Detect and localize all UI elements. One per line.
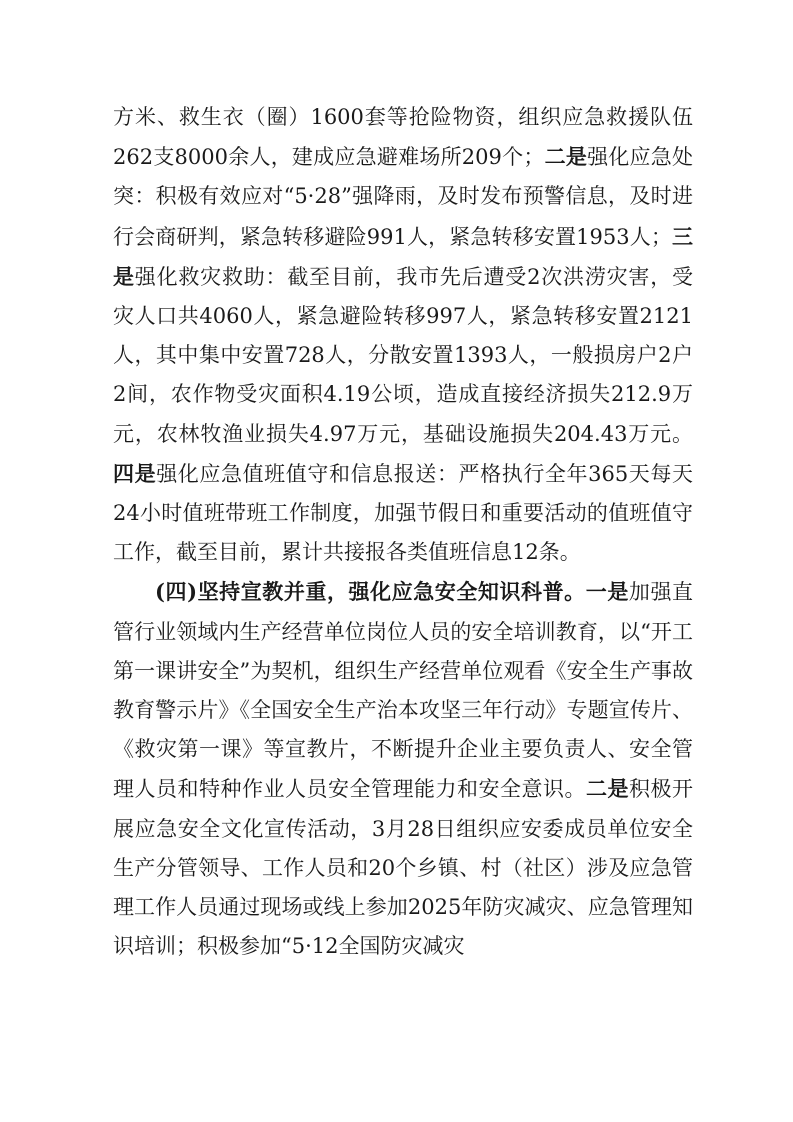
bold-marker-second: 二是 bbox=[544, 144, 588, 170]
text-segment: 强化救灾救助：截至目前，我市先后遭受2次洪涝灾害，受灾人口共4060人，紧急避险转移997人，紧急转移安置2121人，其中集中安置728人，分散安置1393人，一般损房户2户2间，农作物受灾面积4.19公顷，造成直接经济损失212.9万元，农林牧渔业损失4.97万元，基础设施损失204.43万元。 bbox=[113, 264, 694, 446]
text-segment: 积极开展应急安全文化宣传活动，3月28日组织应安委成员单位安全生产分管领导、工作人员和20个乡镇、村（社区）涉及应急管理工作人员通过现场或线上参加2025年防灾减灾、应急管理知识培训；积极参加“5·12全国防灾减灾 bbox=[113, 777, 693, 959]
bold-marker-third: 三是 bbox=[113, 223, 694, 289]
bold-marker-first: 一是 bbox=[585, 579, 629, 605]
text-segment: 强化应急处突：积极有效应对“5·28”强降雨，及时发布预警信息，及时进行会商研判，紧急转移避险991人，紧急转移安置1953人； bbox=[113, 145, 693, 249]
text-segment: 方米、救生衣（圈）1600套等抢险物资，组织应急救援队伍262支8000余人，建成应急避难场所209个； bbox=[113, 105, 693, 170]
section-heading-four: (四)坚持宣教并重，强化应急安全知识科普。 bbox=[155, 579, 586, 605]
document-body bbox=[113, 98, 693, 966]
bold-marker-second: 二是 bbox=[586, 776, 629, 802]
text-segment: 加强直管行业领域内生产经营单位岗位人员的安全培训教育，以“开工第一课讲安全”为契机，组织生产经营单位观看《安全生产事故教育警示片》《全国安全生产治本攻坚三年行动》专题宣传片、《救灾第一课》等宣教片，不断提升企业主要负责人、安全管理人员和特种作业人员安全管理能力和安全意识。 bbox=[113, 580, 694, 802]
text-segment: 强化应急值班值守和信息报送：严格执行全年365天每天24小时值班带班工作制度，加强节假日和重要活动的值班值守工作，截至目前，累计共接报各类值班信息12条。 bbox=[113, 461, 693, 565]
bold-marker-fourth: 四是 bbox=[113, 460, 157, 486]
paragraph-emergency-response bbox=[113, 98, 693, 572]
paragraph-publicity-education bbox=[113, 572, 693, 966]
